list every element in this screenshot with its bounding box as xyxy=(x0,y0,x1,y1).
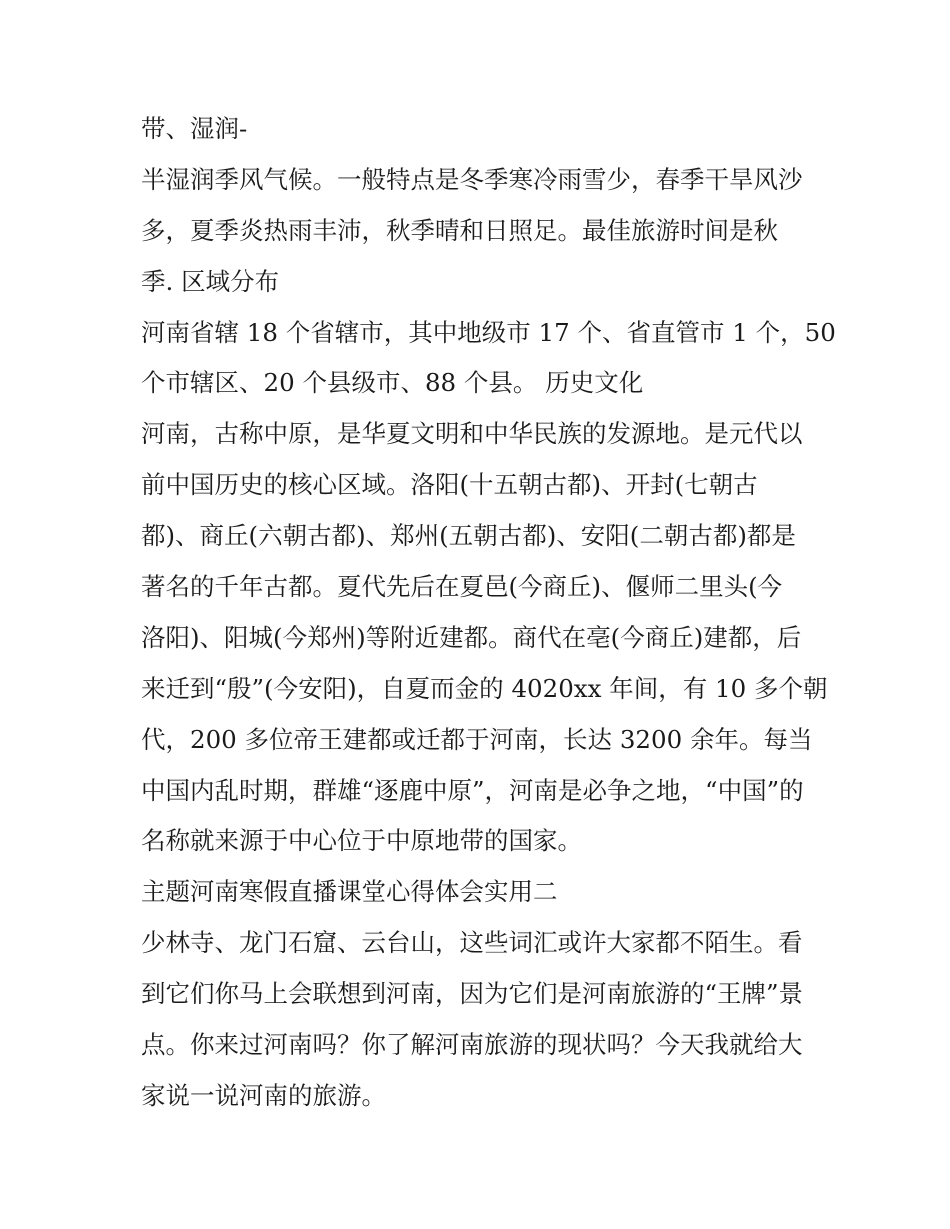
text-line: 前中国历史的核心区域。洛阳(十五朝古都)、开封(七朝古 xyxy=(141,470,758,500)
text-line: 家说一说河南的旅游。 xyxy=(141,1080,386,1110)
text-line: 名称就来源于中心位于中原地带的国家。 xyxy=(141,826,582,856)
text-line: 少林寺、龙门石窟、云台山，这些词汇或许大家都不陌生。看 xyxy=(141,928,803,958)
text-line: 个市辖区、20 个县级市、88 个县。 历史文化 xyxy=(141,368,644,398)
text-line: 到它们你马上会联想到河南，因为它们是河南旅游的“王牌”景 xyxy=(141,979,804,1009)
text-line: 来迁到“殷”(今安阳)，自夏而金的 4020xx 年间，有 10 多个朝 xyxy=(141,673,828,703)
text-line: 中国内乱时期，群雄“逐鹿中原”，河南是必争之地，“中国”的 xyxy=(141,775,804,805)
text-line: 季. 区域分布 xyxy=(141,266,280,296)
text-line: 多，夏季炎热雨丰沛，秋季晴和日照足。最佳旅游时间是秋 xyxy=(141,215,778,245)
section-heading: 主题河南寒假直播课堂心得体会实用二 xyxy=(141,877,558,907)
text-line: 著名的千年古都。夏代先后在夏邑(今商丘)、偃师二里头(今 xyxy=(141,572,783,602)
text-line: 代，200 多位帝王建都或迁都于河南，长达 3200 余年。每当 xyxy=(141,724,813,754)
text-line: 都)、商丘(六朝古都)、郑州(五朝古都)、安阳(二朝古都)都是 xyxy=(141,521,796,551)
text-line: 洛阳)、阳城(今郑州)等附近建都。商代在亳(今商丘)建都，后 xyxy=(141,622,802,652)
text-line: 河南，古称中原，是华夏文明和中华民族的发源地。是元代以 xyxy=(141,419,803,449)
text-line: 半湿润季风气候。一般特点是冬季寒冷雨雪少，春季干旱风沙 xyxy=(141,164,803,194)
text-line: 河南省辖 18 个省辖市，其中地级市 17 个、省直管市 1 个，50 xyxy=(141,317,836,347)
body-text xyxy=(141,104,836,1122)
text-line: 点。你来过河南吗？你了解河南旅游的现状吗？今天我就给大 xyxy=(141,1030,803,1060)
text-line: 带、湿润- xyxy=(141,114,248,143)
